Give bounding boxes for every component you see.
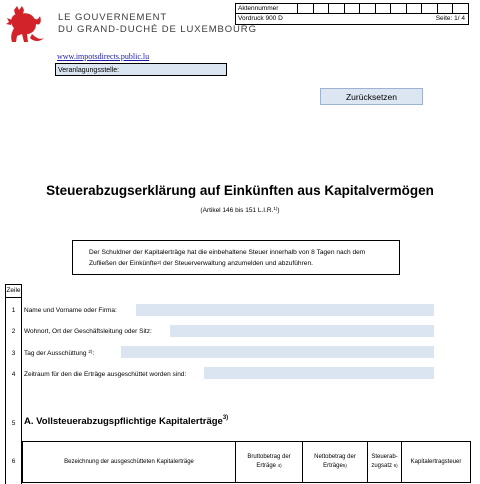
header-bezeichnung (22, 441, 236, 483)
header-nettobetrag-footnote: 5) (342, 463, 347, 468)
aktennummer-cells (298, 4, 469, 14)
name-input[interactable] (136, 304, 434, 316)
aktennummer-cell[interactable] (329, 4, 345, 14)
aktennummer-cell[interactable] (391, 4, 407, 14)
header-bruttobetrag-text: Erträge (256, 463, 276, 469)
line-number: 1 (11, 307, 16, 314)
header-steuerabzugsatz (367, 441, 402, 483)
government-line-1: LE GOUVERNEMENT (58, 12, 168, 23)
aktennummer-cell[interactable] (422, 4, 438, 14)
notice-text-2: der Steuerverwaltung anzumelden und abzuführen. (161, 260, 313, 267)
aktennummer-cell[interactable] (407, 4, 423, 14)
aktennummer-cell[interactable] (298, 4, 314, 14)
header-steuerabzugsatz-text: zugsatz (371, 463, 392, 469)
veranlagungsstelle-field[interactable]: Veranlagungsstelle: (55, 63, 227, 76)
header-kapitalertragsteuer (401, 441, 471, 483)
line-number: 3 (11, 350, 16, 357)
notice-box (72, 240, 400, 275)
section-a-heading (24, 416, 228, 427)
aktennummer-cell[interactable] (453, 4, 469, 14)
subtitle-close: ) (277, 207, 280, 214)
header-nettobetrag-line1: Nettobetrag der (314, 454, 356, 460)
header-nettobetrag (302, 441, 368, 483)
header-nettobetrag-line2 (323, 462, 347, 471)
header-nettobetrag-text: Erträge (323, 463, 343, 469)
line-number: 6 (11, 458, 16, 465)
ausschuettung-date-input[interactable] (121, 346, 434, 358)
page-subtitle (0, 207, 480, 214)
page-title: Steuerabzugserklärung auf Einkünften aus Kapitalvermögen (46, 183, 434, 198)
header-kapitalertragsteuer-text: Kapitalertragsteuer (410, 458, 462, 465)
section-a-title: A. Vollsteuerabzugspflichtige Kapitalerträge (24, 416, 223, 427)
aktennummer-cell[interactable] (376, 4, 392, 14)
notice-footnote: 2) (157, 260, 162, 265)
subtitle-text: (Artikel 146 bis 151 L.I.R. (200, 207, 274, 214)
reset-button[interactable]: Zurücksetzen (320, 88, 423, 105)
aktennummer-cell[interactable] (438, 4, 454, 14)
zeile-header: Zeile (5, 284, 22, 298)
vordruck-number: Vordruck 900 D (238, 15, 283, 22)
page-number: Seite: 1/ 4 (435, 15, 465, 22)
header-bezeichnung-text: Bezeichnung der ausgeschütteten Kapitalerträge (64, 458, 194, 465)
header-steuerabzugsatz-footnote: 6) (393, 463, 398, 468)
zeitraum-input[interactable] (204, 367, 434, 379)
government-line-2: DU GRAND-DUCHÉ DE LUXEMBOURG (58, 24, 257, 35)
ausschuettung-footnote: 2) (88, 349, 93, 354)
ausschuettung-label (24, 350, 94, 357)
header-bruttobetrag (235, 441, 303, 483)
section-a-footnote: 3) (222, 415, 229, 421)
line-number-column (5, 284, 22, 484)
notice-text-1: Der Schuldner der Kapitalerträge hat die einbehaltene Steuer innerhalb von 8 Tagen nach dem Zufließen der Einkünfte (89, 249, 366, 267)
aktennummer-box (235, 3, 469, 25)
ausschuettung-colon: : (92, 350, 95, 357)
line-number: 5 (11, 420, 16, 427)
aktennummer-label: Aktennummer (236, 4, 298, 14)
header-steuerabzugsatz-line1: Steuerab- (371, 454, 398, 460)
luxembourg-lion-logo-icon (6, 4, 46, 48)
aktennummer-cell[interactable] (360, 4, 376, 14)
line-number: 4 (11, 371, 16, 378)
header-bruttobetrag-line2 (256, 462, 281, 471)
website-link[interactable]: www.impotsdirects.public.lu (57, 52, 150, 61)
line-number: 2 (11, 328, 16, 335)
header-bruttobetrag-footnote: 4) (277, 463, 282, 468)
name-label: Name und Vorname oder Firma: (24, 307, 117, 314)
aktennummer-cell[interactable] (345, 4, 361, 14)
header-bruttobetrag-line1: Bruttobetrag der (247, 454, 291, 460)
aktennummer-cell[interactable] (314, 4, 330, 14)
wohnort-label: Wohnort, Ort der Geschäftsleitung oder Sitz: (24, 328, 152, 335)
ausschuettung-text: Tag der Ausschüttung (24, 350, 87, 357)
wohnort-input[interactable] (170, 325, 434, 337)
zeitraum-label: Zeitraum für den die Erträge ausgeschüttet worden sind: (24, 371, 187, 378)
subtitle-footnote: 1) (273, 206, 278, 211)
header-steuerabzugsatz-line2 (371, 462, 397, 471)
